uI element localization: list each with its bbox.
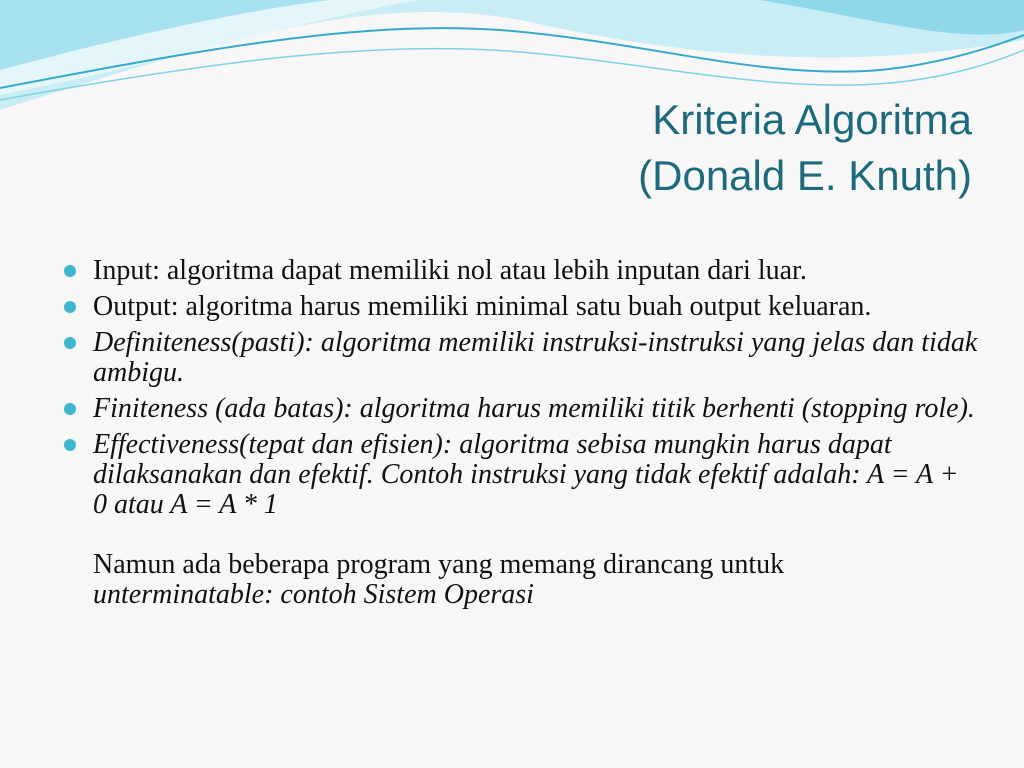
bullet-dot-icon <box>64 301 76 313</box>
title-line-2: (Donald E. Knuth) <box>638 152 972 199</box>
bullet-text: Effectiveness(tepat dan efisien): algoritma sebisa mungkin harus dapat dilaksanakan dan efektif. Contoh instruksi yang tidak efektif adalah: A = A + 0 atau A = A * 1 <box>93 429 959 520</box>
bullet-text: Finiteness (ada batas): algoritma harus memiliki titik berhenti (stopping role). <box>93 393 975 424</box>
bullet-dot-icon <box>64 403 76 415</box>
bullet-list <box>58 256 978 520</box>
bullet-dot-icon <box>64 265 76 277</box>
title-line-1: Kriteria Algoritma <box>652 96 972 143</box>
bullet-dot-icon <box>64 439 76 451</box>
bullet-dot-icon <box>64 337 76 349</box>
bullet-text: Output: algoritma harus memiliki minimal satu buah output keluaran. <box>93 291 872 322</box>
slide-title <box>638 92 972 204</box>
closing-note <box>58 550 978 610</box>
note-line-2: unterminatable: contoh Sistem Operasi <box>93 579 534 610</box>
bullet-item-definiteness <box>58 328 978 388</box>
bullet-text: Input: algoritma dapat memiliki nol atau lebih inputan dari luar. <box>93 255 807 286</box>
bullet-item-input <box>58 256 978 286</box>
bullet-text: Definiteness(pasti): algoritma memiliki instruksi-instruksi yang jelas dan tidak ambigu. <box>93 327 978 388</box>
bullet-item-finiteness <box>58 394 978 424</box>
note-line-1: Namun ada beberapa program yang memang dirancang untuk <box>93 549 785 580</box>
bullet-item-output <box>58 292 978 322</box>
slide-content <box>58 256 978 610</box>
bullet-item-effectiveness <box>58 430 978 520</box>
